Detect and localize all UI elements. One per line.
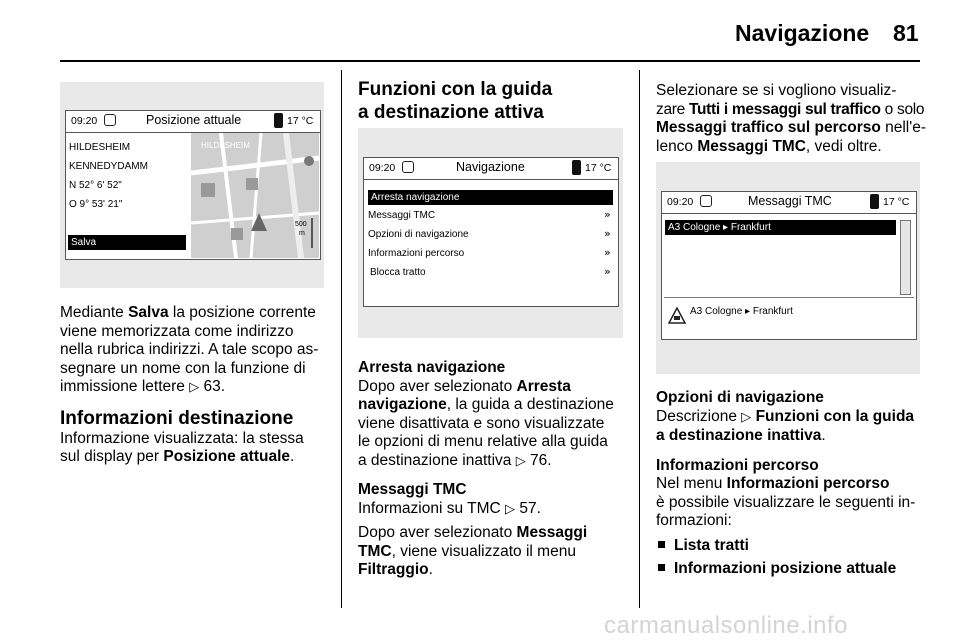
thermometer-icon — [274, 113, 283, 128]
s1-l2a: navigazione — [358, 396, 447, 413]
bullet-icon — [658, 541, 665, 548]
chevron-right-icon: » — [604, 227, 611, 240]
para2-l2c: . — [290, 448, 295, 465]
tmc-message-detail: A3 Cologne ▸ Frankfurt — [690, 306, 793, 317]
s2-l4b: . — [428, 561, 433, 578]
heading-line-1: Funzioni con la guida — [358, 79, 553, 100]
para2-l1: Informazione visualizzata: la stessa — [60, 429, 304, 447]
r-s1-l2a[interactable]: a destinazione inattiva — [656, 427, 822, 444]
screen-title: Navigazione — [456, 160, 525, 174]
street-line: KENNEDYDAMM — [69, 161, 148, 172]
reference-arrow-icon: ▷ — [189, 380, 200, 395]
heading-line-2: a destinazione attiva — [358, 102, 544, 123]
para1-a: Mediante — [60, 304, 129, 321]
screen-title: Posizione attuale — [146, 113, 242, 127]
r-s2-l1a: Nel menu — [656, 475, 727, 492]
intro-l4b: Messaggi TMC — [697, 137, 806, 155]
s2-l4a: Filtraggio — [358, 561, 429, 578]
status-bar — [364, 158, 618, 180]
left-column — [60, 304, 335, 467]
chevron-right-icon: » — [604, 208, 611, 221]
s1-l1b: Arresta — [516, 377, 571, 395]
para1-l2: viene memorizzata come indirizzo — [60, 322, 294, 340]
map-graphic — [191, 133, 319, 258]
chevron-right-icon: » — [604, 246, 611, 259]
intro-l3a: Messaggi traffico sul percorso — [656, 119, 881, 136]
intro-l4c: , vedi oltre. — [805, 137, 882, 155]
reference-arrow-icon: ▷ — [515, 453, 526, 469]
clock-time: 09:20 — [71, 115, 98, 127]
column-divider-1 — [341, 70, 342, 608]
para1-l4: segnare un nome con la funzione di — [60, 359, 306, 377]
intro-l2b: Tutti i messaggi sul traffico — [688, 100, 881, 118]
s2-l2a: Dopo aver selezionato — [358, 524, 517, 541]
status-bar — [66, 111, 320, 133]
s1-l3: viene disattivata e sono visualizzate — [358, 414, 605, 432]
intro-l4a: lenco — [656, 137, 698, 155]
subheading-navigation-options: Opzioni di navigazione — [656, 389, 824, 406]
longitude-line: O 9° 53' 21" — [69, 199, 123, 210]
bullet-icon — [658, 564, 665, 571]
s1-l5: a destinazione inattiva — [358, 451, 516, 469]
save-button[interactable]: Salva — [68, 235, 186, 250]
intro-l3b: nell'e- — [880, 119, 926, 136]
map-city-label: HILDESHEIM — [201, 141, 250, 150]
middle-column — [358, 359, 634, 580]
screenshot-tmc-messages — [656, 162, 920, 374]
clock-icon — [402, 161, 414, 173]
page-number: 81 — [893, 20, 919, 46]
right-intro — [656, 82, 936, 156]
s2-l2b: Messaggi — [516, 524, 588, 541]
screen-title: Messaggi TMC — [748, 194, 832, 208]
thermometer-icon — [572, 160, 581, 175]
status-bar — [662, 192, 916, 214]
subheading-stop-navigation: Arresta navigazione — [358, 359, 506, 376]
temperature: 17 °C — [287, 115, 314, 127]
intro-l1: Selezionare se si vogliono visualiz- — [656, 82, 897, 99]
divider — [664, 297, 914, 298]
subheading-route-info: Informazioni percorso — [656, 456, 819, 474]
watermark: carmanualsonline.info — [604, 612, 848, 639]
r-s2-l2: è possibile visualizzare le seguenti in- — [656, 493, 916, 511]
para1-l5-ref[interactable]: 63. — [203, 378, 226, 395]
r-s1-l2b: . — [821, 427, 826, 444]
s1-l2b: , la guida a destinazione — [446, 396, 614, 413]
s1-l1a: Dopo aver selezionato — [358, 377, 517, 395]
city-line: HILDESHEIM — [69, 142, 131, 153]
chevron-right-icon: » — [604, 265, 611, 278]
s2-l1-ref[interactable]: 57. — [519, 499, 541, 517]
subheading-tmc: Messaggi TMC — [358, 481, 467, 498]
header-rule — [60, 60, 920, 62]
reference-arrow-icon: ▷ — [741, 409, 752, 425]
bullet-item: Lista tratti — [674, 536, 749, 554]
clock-icon — [700, 195, 712, 207]
r-s2-l1b: Informazioni percorso — [726, 475, 890, 492]
s2-l1: Informazioni su TMC — [358, 499, 506, 517]
clock-time: 09:20 — [369, 162, 396, 174]
r-s1-l1b[interactable]: Funzioni con la guida — [755, 407, 915, 425]
r-s1-l1a: Descrizione — [656, 407, 742, 425]
intro-l2a: zare — [656, 100, 689, 118]
temperature: 17 °C — [883, 196, 910, 208]
clock-time: 09:20 — [667, 196, 694, 208]
para1-c: la posizione corrente — [168, 304, 316, 321]
para1-l5: immissione lettere — [60, 378, 190, 395]
section-heading-destination-info: Informazioni destinazione — [60, 407, 294, 429]
menu-item-stop-navigation[interactable]: Arresta navigazione — [368, 190, 613, 205]
para2-l2a: sul display per — [60, 448, 164, 465]
para1-b: Salva — [128, 304, 169, 321]
clock-icon — [104, 114, 116, 126]
column-divider-2 — [639, 70, 640, 608]
menu-item-tmc-messages[interactable]: Messaggi TMC — [368, 210, 436, 221]
s1-l4: le opzioni di menu relative alla guida — [358, 433, 608, 450]
s2-l3a: TMC — [358, 542, 392, 560]
scrollbar[interactable] — [900, 220, 911, 295]
tmc-message-selected[interactable]: A3 Cologne ▸ Frankfurt — [665, 220, 896, 235]
map-view[interactable] — [191, 133, 319, 258]
position-details — [69, 138, 148, 214]
menu-item-block-section[interactable]: Blocca tratto — [370, 267, 426, 278]
bullet-item: Informazioni posizione attuale — [674, 560, 897, 577]
screenshot-current-position — [60, 82, 324, 288]
screenshot-navigation-menu — [358, 128, 623, 338]
para1-l3: nella rubrica indirizzi. A tale scopo as- — [60, 341, 319, 358]
map-scale-unit: m — [299, 230, 305, 237]
intro-l2c: o solo — [880, 100, 925, 118]
display-frame — [363, 157, 619, 307]
r-s2-l3: formazioni: — [656, 512, 732, 529]
traffic-warning-icon — [668, 307, 686, 325]
s2-l3b: , viene visualizzato il menu — [391, 542, 576, 560]
right-column — [656, 389, 936, 579]
display-frame — [65, 110, 321, 260]
map-scale: 500 — [295, 221, 307, 228]
thermometer-icon — [870, 194, 879, 209]
menu-item-navigation-options[interactable]: Opzioni di navigazione — [368, 229, 469, 240]
menu-item-route-info[interactable]: Informazioni percorso — [368, 248, 465, 259]
s1-l5-ref[interactable]: 76. — [530, 451, 552, 469]
para2-l2b: Posizione attuale — [163, 448, 291, 465]
latitude-line: N 52° 6' 52" — [69, 180, 122, 191]
reference-arrow-icon: ▷ — [505, 501, 516, 517]
page-header-title: Navigazione — [735, 20, 870, 46]
temperature: 17 °C — [585, 162, 612, 174]
middle-heading — [358, 78, 633, 124]
display-frame — [661, 191, 917, 340]
